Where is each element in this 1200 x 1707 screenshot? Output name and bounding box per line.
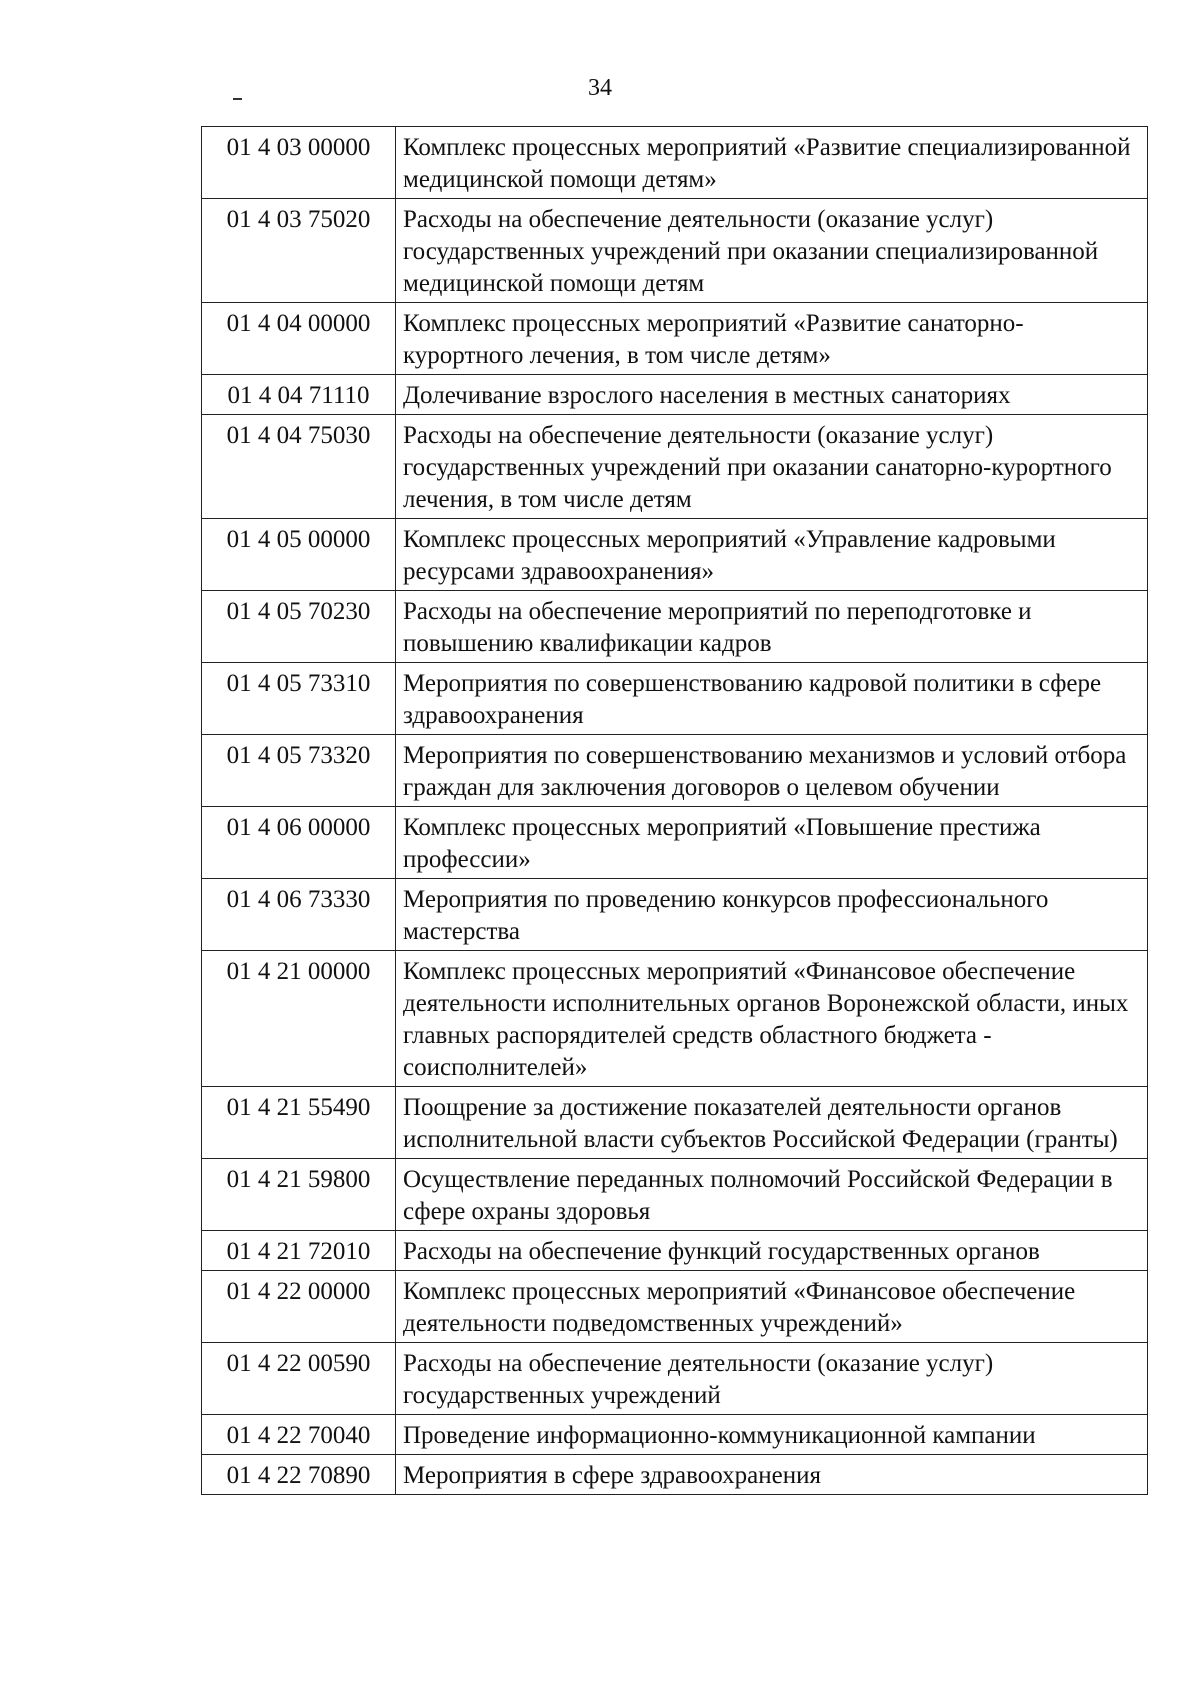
table-row (202, 519, 1148, 591)
row-description: Расходы на обеспечение мероприятий по переподготовке и повышению квалификации кадров (396, 591, 1148, 663)
row-description: Комплекс процессных мероприятий «Повышение престижа профессии» (396, 807, 1148, 879)
row-code: 01 4 03 75020 (202, 199, 396, 303)
table-row (202, 303, 1148, 375)
row-description: Мероприятия по проведению конкурсов профессионального мастерства (396, 879, 1148, 951)
row-code: 01 4 04 75030 (202, 415, 396, 519)
table-row (202, 127, 1148, 199)
table-row (202, 415, 1148, 519)
row-code: 01 4 03 00000 (202, 127, 396, 199)
row-description: Проведение информационно-коммуникационной кампании (396, 1415, 1148, 1455)
table-row (202, 1343, 1148, 1415)
row-description: Комплекс процессных мероприятий «Финансовое обеспечение деятельности подведомственных учреждений» (396, 1271, 1148, 1343)
table-row (202, 951, 1148, 1087)
row-description: Комплекс процессных мероприятий «Финансовое обеспечение деятельности исполнительных органов Воронежской области, иных главных распорядителей средств областного бюджета - соисполнителей» (396, 951, 1148, 1087)
row-description: Мероприятия по совершенствованию кадровой политики в сфере здравоохранения (396, 663, 1148, 735)
row-code: 01 4 04 00000 (202, 303, 396, 375)
row-description: Комплекс процессных мероприятий «Управление кадровыми ресурсами здравоохранения» (396, 519, 1148, 591)
row-code: 01 4 04 71110 (202, 375, 396, 415)
row-code: 01 4 21 55490 (202, 1087, 396, 1159)
table-row (202, 375, 1148, 415)
row-code: 01 4 05 73320 (202, 735, 396, 807)
row-code: 01 4 21 59800 (202, 1159, 396, 1231)
row-code: 01 4 05 70230 (202, 591, 396, 663)
row-description: Расходы на обеспечение функций государственных органов (396, 1231, 1148, 1271)
table-row (202, 735, 1148, 807)
table-row (202, 1231, 1148, 1271)
row-code: 01 4 22 00590 (202, 1343, 396, 1415)
table-row (202, 1415, 1148, 1455)
table-row (202, 1159, 1148, 1231)
row-code: 01 4 05 73310 (202, 663, 396, 735)
page-number: 34 (588, 75, 612, 101)
row-code: 01 4 21 00000 (202, 951, 396, 1087)
row-description: Комплекс процессных мероприятий «Развитие специализированной медицинской помощи детям» (396, 127, 1148, 199)
table-row (202, 807, 1148, 879)
table-row (202, 663, 1148, 735)
row-code: 01 4 22 70890 (202, 1455, 396, 1495)
row-code: 01 4 22 00000 (202, 1271, 396, 1343)
row-description: Осуществление переданных полномочий Российской Федерации в сфере охраны здоровья (396, 1159, 1148, 1231)
table-body (202, 127, 1148, 1495)
row-description: Мероприятия по совершенствованию механизмов и условий отбора граждан для заключения договоров о целевом обучении (396, 735, 1148, 807)
row-code: 01 4 06 00000 (202, 807, 396, 879)
table-row (202, 1455, 1148, 1495)
row-description: Расходы на обеспечение деятельности (оказание услуг) государственных учреждений (396, 1343, 1148, 1415)
budget-codes-table (201, 126, 1148, 1495)
table-row (202, 1087, 1148, 1159)
table-row (202, 879, 1148, 951)
row-code: 01 4 06 73330 (202, 879, 396, 951)
row-description: Долечивание взрослого населения в местных санаториях (396, 375, 1148, 415)
scan-mark (233, 98, 242, 100)
row-description: Поощрение за достижение показателей деятельности органов исполнительной власти субъектов Российской Федерации (гранты) (396, 1087, 1148, 1159)
row-description: Расходы на обеспечение деятельности (оказание услуг) государственных учреждений при оказании специализированной медицинской помощи детям (396, 199, 1148, 303)
table-row (202, 591, 1148, 663)
row-description: Комплекс процессных мероприятий «Развитие санаторно-курортного лечения, в том числе детям» (396, 303, 1148, 375)
table-row (202, 1271, 1148, 1343)
row-code: 01 4 21 72010 (202, 1231, 396, 1271)
row-description: Расходы на обеспечение деятельности (оказание услуг) государственных учреждений при оказании санаторно-курортного лечения, в том числе детям (396, 415, 1148, 519)
table-row (202, 199, 1148, 303)
row-description: Мероприятия в сфере здравоохранения (396, 1455, 1148, 1495)
row-code: 01 4 05 00000 (202, 519, 396, 591)
row-code: 01 4 22 70040 (202, 1415, 396, 1455)
